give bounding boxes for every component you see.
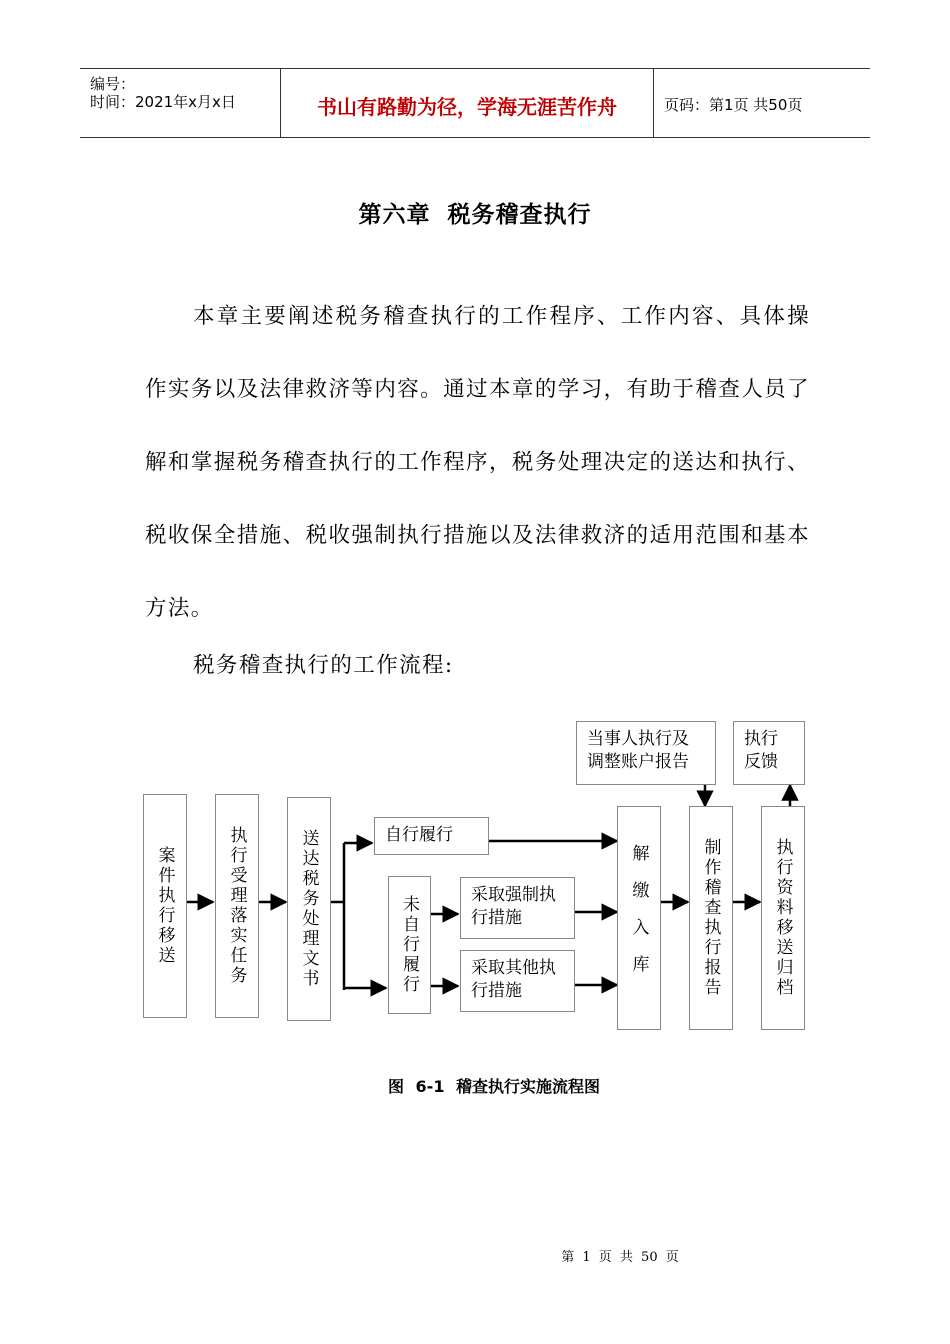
box-accept-task-label: 执行受理落实任务 — [226, 826, 247, 986]
box-case-transfer — [143, 794, 187, 1018]
box-feedback-label: 执行反馈 — [744, 729, 778, 772]
box-not-self-perform-label: 未自行履行 — [399, 895, 419, 995]
box-other-measures — [460, 950, 575, 1012]
box-self-perform — [374, 817, 489, 855]
box-serve-docs-label: 送达税务处理文书 — [298, 829, 319, 989]
document-number-label: 编号： — [90, 75, 136, 93]
box-pay-treasury — [617, 806, 661, 1030]
box-accept-task — [215, 794, 259, 1018]
box-party-report — [576, 721, 716, 785]
box-enforce-measures-label: 采取强制执行措施 — [471, 885, 556, 928]
header-motto: 书山有路勤为径，学海无涯苦作舟 — [317, 95, 617, 119]
box-feedback — [733, 721, 805, 785]
page-footer: 第 1 页 共 50 页 — [561, 1250, 679, 1265]
box-other-measures-label: 采取其他执行措施 — [471, 958, 556, 1001]
box-archive-label: 执行资料移送归档 — [772, 838, 793, 998]
header-page-info: 页码：第1页 共50页 — [664, 96, 803, 114]
box-not-self-perform — [388, 876, 431, 1014]
box-make-report — [689, 806, 733, 1030]
box-self-perform-label: 自行履行 — [385, 825, 453, 845]
box-party-report-label: 当事人执行及调整账户报告 — [587, 729, 689, 772]
chapter-title: 第六章 税务稽查执行 — [358, 202, 592, 228]
intro-paragraph: 本章主要阐述税务稽查执行的工作程序、工作内容、具体操作实务以及法律救济等内容。通过本章的学习，有助于稽查人员了解和掌握税务稽查执行的工作程序，税务处理决定的送达和执行、税收保全措施、税收强制执行措施以及法律救济的适用范围和基本方法。 — [145, 304, 810, 621]
figure-caption: 图 6-1 稽查执行实施流程图 — [387, 1077, 601, 1096]
box-case-transfer-label: 案件执行移送 — [154, 846, 175, 966]
box-serve-docs — [287, 797, 331, 1021]
box-pay-treasury-label: 解缴入库 — [628, 844, 649, 992]
box-archive — [761, 806, 805, 1030]
box-make-report-label: 制作稽查执行报告 — [700, 838, 721, 998]
document-date: 时间：2021年x月x日 — [90, 93, 236, 111]
box-enforce-measures — [460, 877, 575, 939]
flow-intro-text: 税务稽查执行的工作流程: — [193, 653, 454, 678]
